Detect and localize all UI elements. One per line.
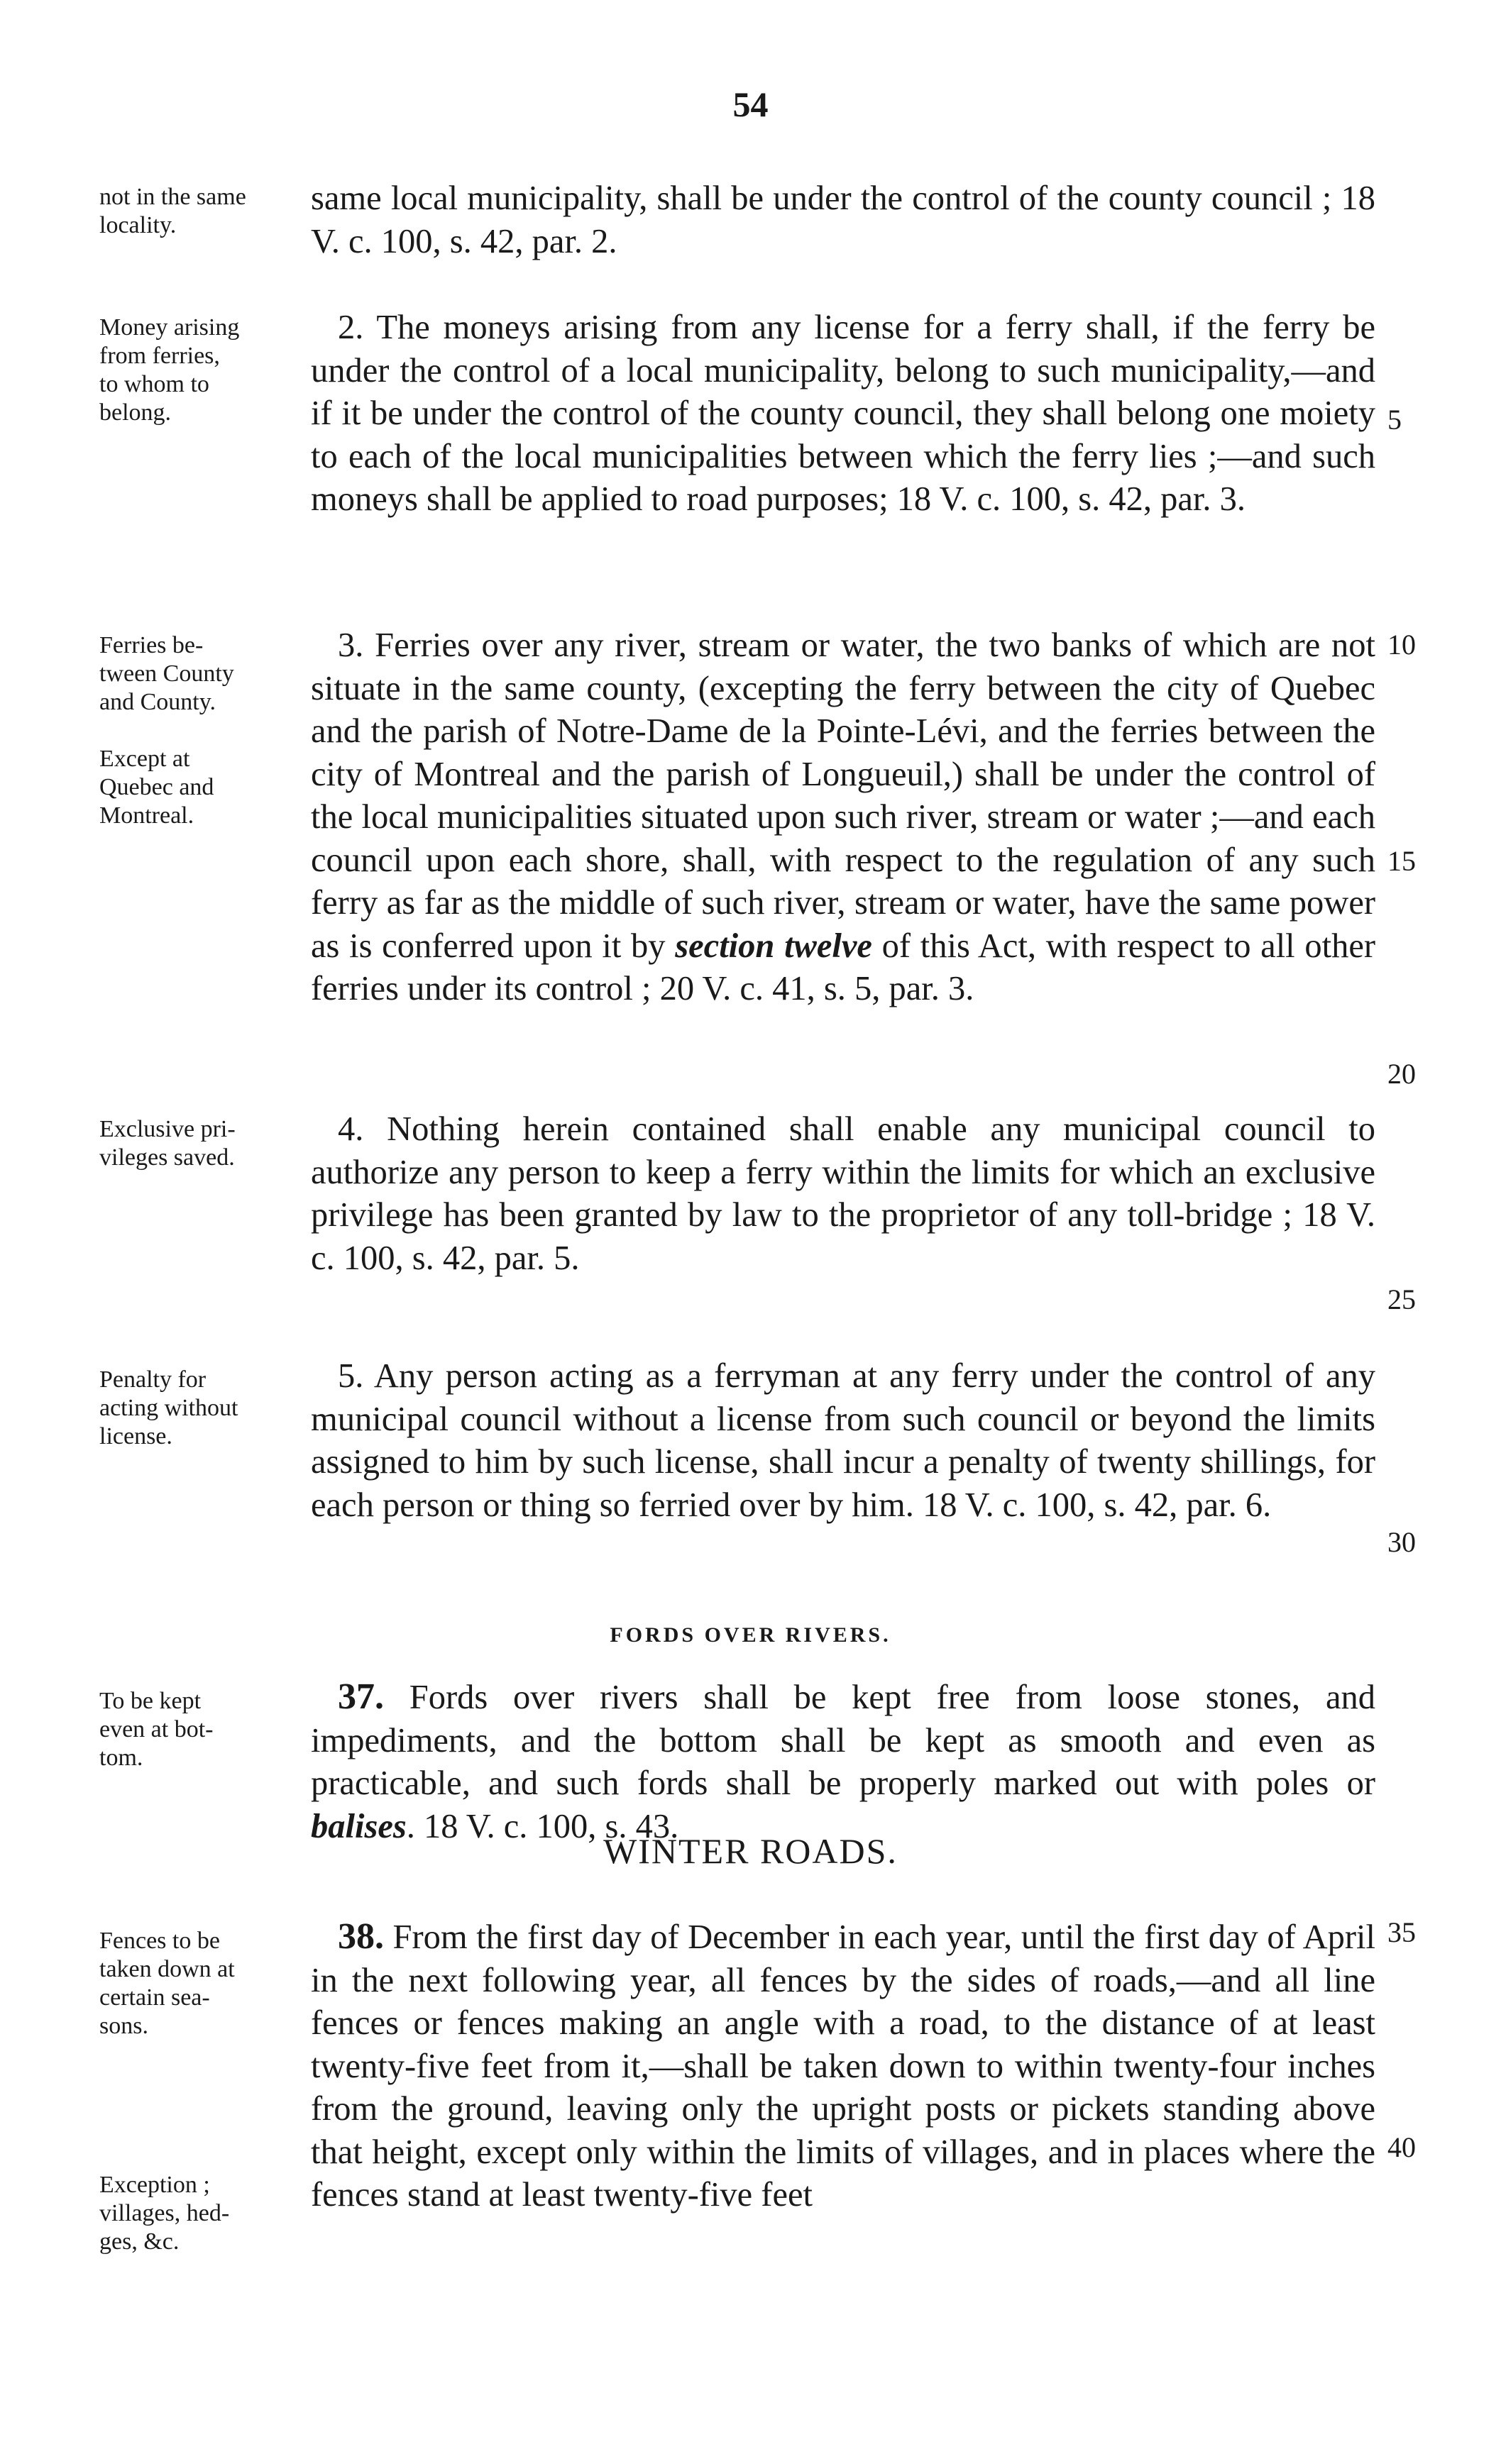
paragraph-text: The moneys arising from any license for a ferry shall, if the ferry be under the control of a local municipality, belong to such municipality,—and if it be under the control of the county council, they shall belong one moiety to each of the local municipalities between which the ferry lies ;—and such moneys shall be applied to road purposes; 18 V. c. 100, s. 42, par. 3. xyxy=(311,309,1376,518)
line-number: 5 xyxy=(1387,404,1402,436)
section-number: 3. xyxy=(338,626,364,664)
paragraph-section-2 xyxy=(311,306,1375,521)
section-number: 38. xyxy=(338,1916,384,1957)
paragraph-continuation xyxy=(311,177,1375,263)
margin-note-money: Money arising from ferries, to whom to belong. xyxy=(99,314,240,426)
section-number: 5. xyxy=(338,1357,364,1395)
paragraph-section-5 xyxy=(311,1355,1375,1527)
margin-note-locality: not in the same locality. xyxy=(99,184,246,239)
section-heading-winter: WINTER ROADS. xyxy=(603,1831,898,1871)
paragraph-text: Any person acting as a ferryman at any ferry under the control of any municipal council without a license from such council or beyond the limits assigned to him by such license, shall incur a penalty of twenty shillings, for each person or thing so ferried over by him. 18 V. c. 100, s. 42, par. 6. xyxy=(311,1357,1375,1524)
paragraph-text: Fords over rivers shall be kept free from loose stones, and impediments, and the bottom shall be kept as smooth and even as practicable, and such fords shall be properly marked out with poles or xyxy=(311,1679,1375,1802)
line-number: 10 xyxy=(1387,629,1416,661)
margin-note-exclusive: Exclusive pri- vileges saved. xyxy=(99,1116,236,1171)
emphasis-text: balises xyxy=(311,1807,407,1845)
paragraph-text: Ferries over any river, stream or water, the two banks of which are not situate in the same county, (excepting the ferry between the city of Quebec and the parish of Notre-Dame de la Pointe-Lévi, and the ferries between the city of Montreal and the parish of Longueuil,) shall be under the control of the local municipalities situated upon such river, stream or water ;—and each council upon each shore, shall, with respect to the regulation of any such ferry as far as the middle of such river, stream or water, have the same power as is conferred upon it by xyxy=(311,626,1375,965)
line-number: 25 xyxy=(1387,1283,1416,1315)
paragraph-section-38 xyxy=(311,1916,1375,2217)
paragraph-section-4 xyxy=(311,1108,1375,1280)
margin-note-ferries: Ferries be- tween County and County. xyxy=(99,632,234,716)
section-number: 2. xyxy=(338,309,364,346)
line-number: 35 xyxy=(1387,1916,1416,1948)
line-number: 30 xyxy=(1387,1526,1416,1558)
paragraph-text: of this Act, with respect to all other ferries under its control ; 20 V. c. 41, s. 5, par. 3. xyxy=(311,927,1376,1007)
paragraph-text: . 18 V. c. 100, s. 43. xyxy=(406,1807,679,1845)
paragraph-section-3 xyxy=(311,624,1375,1011)
line-number: 15 xyxy=(1387,845,1416,877)
section-number: 37. xyxy=(338,1676,384,1717)
margin-note-kept-even: To be kept even at bot- tom. xyxy=(99,1688,214,1772)
line-number: 40 xyxy=(1387,2131,1416,2163)
margin-note-except: Except at Quebec and Montreal. xyxy=(99,746,214,829)
margin-note-fences: Fences to be taken down at certain sea- sons. xyxy=(99,1928,235,2040)
emphasis-text: section twelve xyxy=(675,927,872,965)
line-number: 20 xyxy=(1387,1058,1416,1090)
paragraph-section-37 xyxy=(311,1676,1375,1848)
paragraph-text: Nothing herein contained shall enable any municipal council to authorize any person to keep a ferry within the limits for which an exclusive privilege has been granted by law to the proprietor of any toll-bridge ; 18 V. c. 100, s. 42, par. 5. xyxy=(311,1110,1375,1277)
section-number: 4. xyxy=(338,1110,364,1148)
paragraph-text: From the first day of December in each year, until the first day of April in the next following year, all fences by the sides of roads,—and all line fences or fences making an angle with a road, to the distance of at least twenty-five feet from it,—shall be taken down to within twenty-four inches from the ground, leaving only the upright posts or pickets standing above that height, except only within the limits of villages, and in places where the fences stand at least twenty-five feet xyxy=(311,1918,1375,2214)
margin-note-exception: Exception ; villages, hed- ges, &c. xyxy=(99,2172,230,2255)
section-heading-fords: FORDS OVER RIVERS. xyxy=(610,1623,891,1647)
paragraph-text: same local municipality, shall be under the control of the county council ; 18 V. c. 100, s. 42, par. 2. xyxy=(311,179,1375,260)
page-number: 54 xyxy=(732,84,769,124)
margin-note-penalty: Penalty for acting without license. xyxy=(99,1366,238,1450)
